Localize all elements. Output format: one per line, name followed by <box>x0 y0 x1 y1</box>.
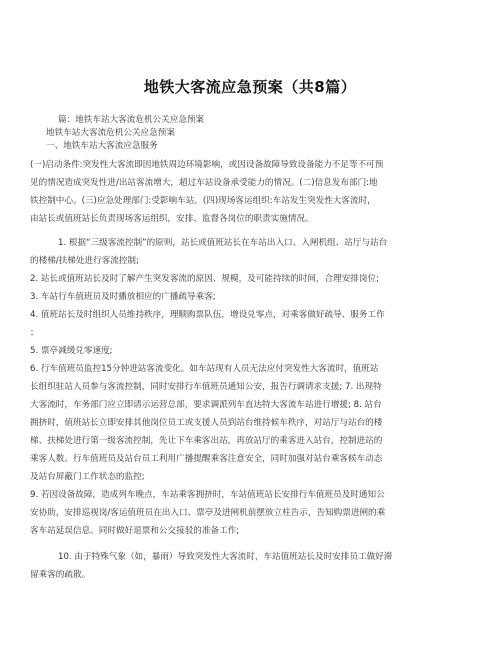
text-line: 长组织驻站人员参与客流控制，同时安排行车值班员通知公安，报告行调请求支援; 7. 出现特 <box>30 382 382 392</box>
text-line: 地铁车站大客流危机公关应急预案 <box>46 128 175 138</box>
text-line: 乘客人数。行车值班员及站台员工利用广播提醒乘客注意安全，同时加强对站台乘客候车动态 <box>30 454 383 464</box>
text-line: 由站长或值班站长负责现场客运组织，安排、监督各岗位的职责实施情况。 <box>30 214 314 224</box>
text-line: 及站台屏蔽门工作状态的监控; <box>30 472 145 482</box>
document-title: 地铁大客流应急预案（共8篇） <box>143 78 357 96</box>
text-line: 客车站延误信息。同时做好退票和公交接驳的准备工作; <box>30 526 240 536</box>
text-line: 见的情况造成突发性进/出站客流增大，超过车站设备承受能力的情况。(二)信息发布部门:地 <box>30 178 378 188</box>
text-line: 篇：地铁车站大客流危机公关应急预案 <box>58 115 205 125</box>
text-line: 的楼梯/扶梯处进行客流控制; <box>30 256 139 266</box>
text-line: 9. 若因设备故障，造成列车晚点，车站乘客拥挤时，车站值班站长安排行车值班员及时通知公 <box>30 490 385 500</box>
text-line: 1. 根据“三级客流控制”的原则，站长或值班站长在车站出入口、入闸机组、站厅与站台 <box>58 238 388 248</box>
text-line: ； <box>30 328 39 338</box>
text-line: 留乘客的疏散。 <box>30 570 91 580</box>
text-line: 6. 行车值班员监控15分钟进站客流变化。如车站现有人员无法应付突发性大客流时，值班站 <box>30 364 379 374</box>
text-line: 大客流时，车务部门应立即请示运营总部，要求调派列车直达特大客流车站进行增援; 8. 站台 <box>30 400 382 410</box>
text-line: 5. 票亭减缓兑零速度; <box>30 346 113 356</box>
text-line: 铁控制中心。(三)应急处理部门:受影响车站。(四)现场客运组织:车站发生突发性大客流时， <box>30 196 376 206</box>
text-line: 一、地铁车站大客流应急服务 <box>46 141 158 151</box>
text-line: 拥挤时，值班站长立即安排其他岗位员工或支援人员到站台维持候车秩序，对站厅与站台的楼 <box>30 418 383 428</box>
text-line: 10. 由于特殊气象（如，暴雨）导致突发性大客流时，车站值班站长及时安排员工做好滞 <box>58 552 393 562</box>
text-line: 3. 车站行车值班员及时播放相应的广播疏导乘客; <box>30 292 216 302</box>
text-line: 4. 值班站长及时组织人员维持秩序，理顺购票队伍，增设兑零点，对乘客做好疏导、服务工作 <box>30 310 385 320</box>
text-line: 梯、扶梯处进行第一级客流控制，先让下车乘客出站，再放站厅的乘客进入站台，控制进站的 <box>30 436 383 446</box>
text-line: (一)启动条件:突发性大客流即因地铁周边环境影响，或因设备故障导致设备能力不足等不可预 <box>30 160 384 170</box>
text-line: 安协助，安排巡视岗/客运值班员在出入口、票亭及进闸机前摆放立柱告示，告知购票进闸的乘 <box>30 508 386 518</box>
text-line: 2. 站长或值班站长及时了解产生突发客流的原因、规模，及可能持续的时间，合理安排岗位; <box>30 274 379 284</box>
